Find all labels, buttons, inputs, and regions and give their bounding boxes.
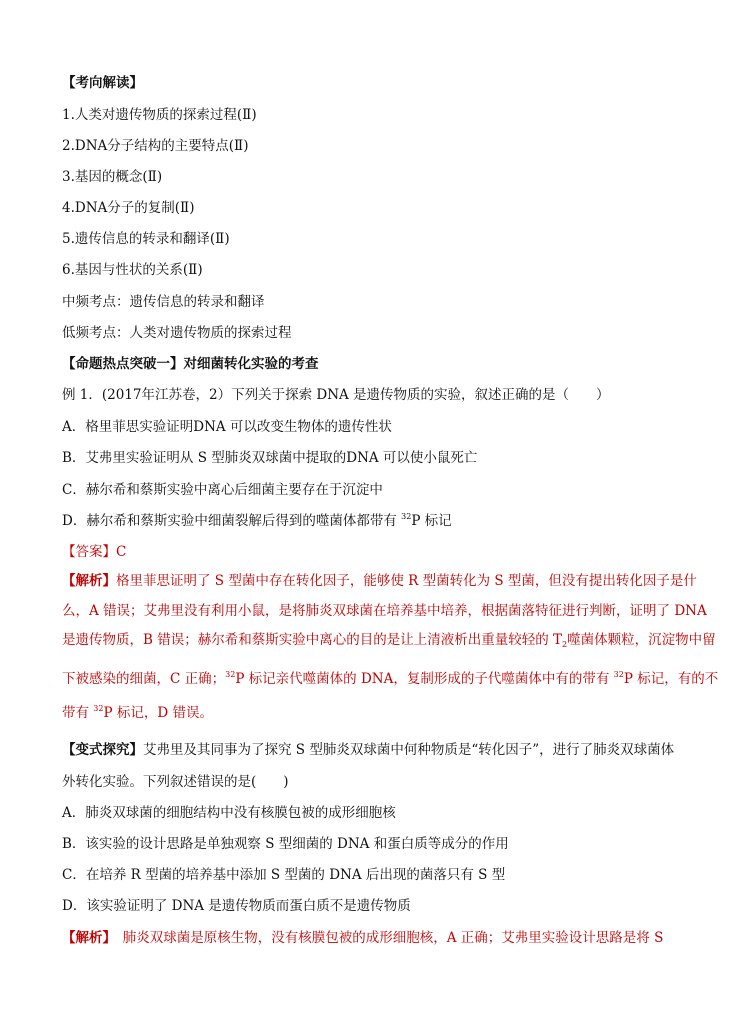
variant-line-1 (62, 738, 674, 758)
analysis-tag: 【解析】 (62, 573, 116, 589)
point-item-5: 5.遗传信息的转录和翻译(Ⅱ) (62, 231, 230, 247)
answer-line: 【答案】C (62, 544, 127, 560)
low-frequency-note: 低频考点：人类对遗传物质的探索过程 (62, 325, 292, 341)
option-d-superscript: 32 (401, 512, 412, 521)
variant-analysis-text: 肺炎双球菌是原核生物，没有核膜包被的成形细胞核，A 正确；艾弗里实验设计思路是将 S (109, 930, 664, 946)
analysis-paragraph (62, 567, 722, 729)
example-option-a: A．格里菲思实验证明DNA 可以改变生物体的遗传性状 (62, 419, 392, 435)
variant-option-a: A．肺炎双球菌的细胞结构中没有核膜包被的成形细胞核 (62, 805, 396, 821)
example-stem: 例 1．(2017年江苏卷，2）下列关于探索 DNA 是遗传物质的实验，叙述正确的是（ ） (62, 387, 610, 403)
analysis-text-4: P 标记，有的不带有 (62, 670, 719, 721)
analysis-superscript-3: 32 (93, 704, 104, 713)
example-option-d (62, 509, 452, 529)
analysis-text-3: P 标记亲代噬菌体的 DNA，复制形成的子代噬菌体中有的带有 (235, 670, 614, 687)
variant-analysis (62, 926, 663, 946)
analysis-text-1: 格里菲思证明了 S 型菌中存在转化因子，能够使 R 型菌转化为 S 型菌，但没有提出转化因子是什么，A 错误；艾弗里没有利用小鼠，是将肺炎双球菌在培养基中培养，根据菌落特征进行判断，证明了 DNA 是遗传物质，B 错误；赫尔希和蔡斯实验中离心的目的是让上清液析出重量较轻的 T (62, 573, 707, 648)
variant-option-c: C．在培养 R 型菌的培养基中添加 S 型菌的 DNA 后出现的菌落只有 S 型 (62, 867, 506, 883)
variant-option-b: B．该实验的设计思路是单独观察 S 型细菌的 DNA 和蛋白质等成分的作用 (62, 836, 509, 852)
point-item-2: 2.DNA分子结构的主要特点(Ⅱ) (62, 138, 249, 154)
variant-text-1: 艾弗里及其同事为了探究 S 型肺炎双球菌中何种物质是“转化因子”，进行了肺炎双球菌体 (143, 742, 675, 758)
analysis-superscript-1: 32 (225, 669, 236, 679)
point-item-6: 6.基因与性状的关系(Ⅱ) (62, 262, 203, 278)
example-option-b: B．艾弗里实验证明从 S 型肺炎双球菌中提取的DNA 可以使小鼠死亡 (62, 450, 478, 466)
analysis-superscript-2: 32 (613, 669, 624, 679)
analysis-text-2: 噬菌体颗粒，沉淀物中留下被感染的细菌，C 正确； (62, 632, 716, 687)
variant-analysis-tag: 【解析】 (62, 930, 110, 946)
variant-line-2: 外转化实验。下列叙述错误的是( ) (62, 774, 289, 790)
section-heading: 【考向解读】 (62, 75, 143, 91)
variant-option-d: D．该实验证明了 DNA 是遗传物质而蛋白质不是遗传物质 (62, 898, 411, 914)
option-d-text-end: P 标记 (411, 513, 452, 529)
topic-heading: 【命题热点突破一】对细菌转化实验的考查 (62, 356, 319, 372)
mid-frequency-note: 中频考点：遗传信息的转录和翻译 (62, 294, 265, 310)
point-item-1: 1.人类对遗传物质的探索过程(Ⅱ) (62, 107, 257, 123)
analysis-text-5: P 标记，D 错误。 (103, 705, 213, 721)
point-item-4: 4.DNA分子的复制(Ⅱ) (62, 200, 195, 216)
point-item-3: 3.基因的概念(Ⅱ) (62, 169, 163, 185)
variant-tag: 【变式探究】 (62, 742, 143, 758)
option-d-text: D．赫尔希和蔡斯实验中细菌裂解后得到的噬菌体都带有 (62, 513, 402, 529)
example-option-c: C．赫尔希和蔡斯实验中离心后细菌主要存在于沉淀中 (62, 482, 383, 498)
analysis-subscript: 2 (562, 640, 568, 649)
